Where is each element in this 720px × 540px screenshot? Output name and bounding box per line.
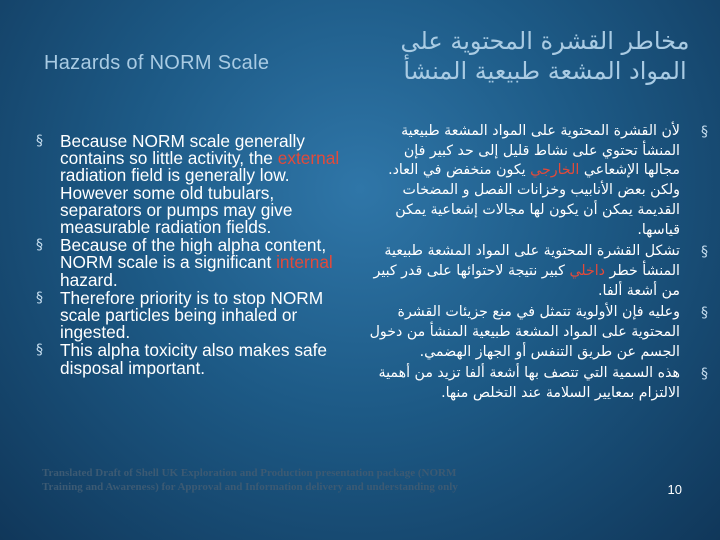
- footer-note: [42, 466, 602, 494]
- bullet-text-continued: hazard.: [60, 269, 118, 290]
- slide-title-arabic-line-2: المواد المشعة طبيعية المنشأ: [403, 57, 687, 85]
- bullet-marker-icon: §: [36, 342, 43, 359]
- slide-title-arabic: [395, 26, 695, 86]
- footer-line-1: Translated Draft of Shell UK Exploration and Production presentation package (NORM: [42, 467, 457, 479]
- highlighted-term: داخلي: [569, 262, 606, 279]
- english-bullet-item: [36, 287, 342, 343]
- bullet-marker-icon: §: [36, 133, 43, 149]
- bullet-text: Because NORM scale generally contains so little activity, the: [60, 131, 305, 169]
- slide-title-english: Hazards of NORM Scale: [44, 52, 270, 74]
- page-number: 10: [667, 482, 682, 497]
- bullet-text: Therefore priority is to stop NORM scale particles being inhaled or ingested.: [60, 287, 324, 343]
- arabic-bullet-item: [366, 303, 708, 362]
- highlighted-term: الخارجي: [530, 162, 580, 179]
- footer-line-2: Training and Awareness) for Approval and Information delivery and understanding only: [42, 481, 458, 493]
- bullet-marker-icon: §: [36, 289, 43, 306]
- bullet-marker-icon: §: [701, 244, 708, 261]
- bullet-marker-icon: §: [36, 237, 43, 254]
- bullet-text: Because of the high alpha content, NORM scale is a significant: [60, 235, 327, 273]
- english-bullet-list: [36, 133, 342, 378]
- bullet-text-continued: يكون منخفض في العاد. ولكن بعض الأنابيب وخزانات الفصل و المضخات القديمة يمكن أن يكون لها مجالات إشعاعية يمكن قياسها.: [388, 162, 680, 238]
- arabic-bullet-list: [366, 122, 708, 406]
- english-bullet-item: [36, 342, 342, 376]
- slide-title-arabic-line-1: مخاطر القشرة المحتوية على: [400, 27, 690, 55]
- highlighted-term: internal: [276, 252, 333, 273]
- bullet-marker-icon: §: [701, 305, 708, 322]
- bullet-text: لأن القشرة المحتوية على المواد المشعة طبيعية المنشأ تحتوي على نشاط قليل إلى حد كبير فإن مجالها الإشعاعي: [401, 123, 680, 179]
- bullet-marker-icon: §: [701, 366, 708, 383]
- english-bullet-item: [36, 133, 342, 236]
- arabic-bullet-item: [366, 242, 708, 301]
- bullet-text: وعليه فإن الأولوية تتمثل في منع جزيئات القشرة المحتوية على المواد المشعة طبيعية المنشأ من دخول الجسم عن طريق التنفس أو الجهاز الهضمي.: [369, 304, 680, 360]
- highlighted-term: external: [277, 148, 340, 169]
- bullet-text-continued: radiation field is generally low. However some old tubulars, separators or pumps may give measurable radiation fields.: [60, 165, 293, 238]
- english-bullet-item: [36, 237, 342, 289]
- bullet-text: هذه السمية التي تتصف بها أشعة ألفا تزيد من أهمية الالتزام بمعايير السلامة عند التخلص منها.: [378, 365, 680, 402]
- bullet-marker-icon: §: [701, 124, 708, 140]
- bullet-text-continued: كبير نتيجة لاحتوائها على قدر كبير من أشعة ألفا.: [373, 262, 680, 299]
- arabic-bullet-item: [366, 364, 708, 403]
- bullet-text: This alpha toxicity also makes safe disposal important.: [60, 340, 328, 378]
- arabic-bullet-item: [366, 122, 708, 240]
- bullet-text: تشكل القشرة المحتوية على المواد المشعة طبيعية المنشأ خطر: [384, 243, 680, 279]
